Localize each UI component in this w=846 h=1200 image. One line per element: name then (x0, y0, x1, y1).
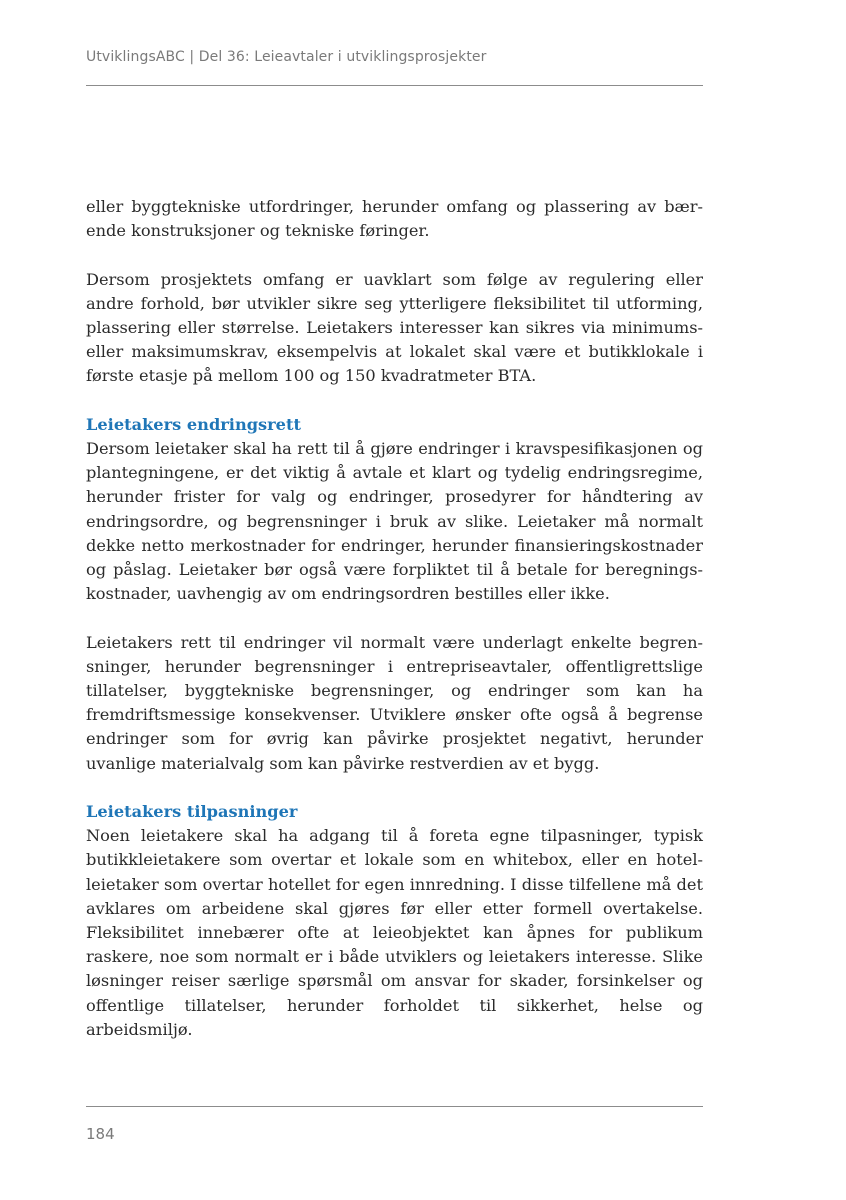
footer-rule (86, 1106, 703, 1107)
paragraph: Dersom leietaker skal ha rett til å gjøre endringer i kravspesifikasjonen og plantegningene, er det viktig å avtale et klart og tydelig endringsregime, herunder frister for valg og endringer, prosedyrer for håndtering av endringsordre, og begrensninger i bruk av slike. Leietaker må normalt dekke netto merkostnader for endringer, herunder finansieringskostnader og påslag. Leietaker bør også være forpliktet til å betale for beregningskostnader, uavhengig av om endringsordren bestilles eller ikke. (86, 439, 703, 604)
header-rule (86, 85, 703, 86)
paragraph: eller byggtekniske utfordringer, herunder omfang og plassering av bærende konstruksjoner og tekniske føringer. (86, 197, 703, 241)
section-heading: Leietakers tilpasninger (86, 802, 298, 822)
section-heading: Leietakers endringsrett (86, 414, 301, 434)
running-header: UtviklingsABC | Del 36: Leieavtaler i utviklingsprosjekter (86, 49, 487, 65)
paragraph: Dersom prosjektets omfang er uavklart som følge av regulering eller andre forhold, bør utvikler sikre seg ytterligere fleksibilitet til utforming, plassering eller størrelse. Leietakers interesser kan sikres via minimums- eller maksimumskrav, eksempelvis at lokalet skal være et butikklokale i første etasje på mellom 100 og 150 kvadratmeter BTA. (86, 269, 703, 386)
body-text (86, 195, 703, 1042)
page-number: 184 (86, 1125, 115, 1143)
paragraph: Leietakers rett til endringer vil normalt være underlagt enkelte begrensninger, herunder begrensninger i entrepriseavtaler, offentligrettslige tillatelser, byggtekniske begrensninger, og endringer som kan ha fremdriftsmessige konsekvenser. Utviklere ønsker ofte også å begrense endringer som for øvrig kan påvirke prosjektet negativt, herunder uvanlige materialvalg som kan påvirke restverdien av et bygg. (86, 632, 703, 773)
paragraph: Noen leietakere skal ha adgang til å foreta egne tilpasninger, typisk butikkleietakere som overtar et lokale som en whitebox, eller en hotelleietaker som overtar hotellet for egen innredning. I disse tilfellene må det avklares om arbeidene skal gjøres før eller etter formell overtakelse. Fleksibilitet innebærer ofte at leieobjektet kan åpnes for publikum raskere, noe som normalt er i både utviklers og leietakers interesse. Slike løsninger reiser særlige spørsmål om ansvar for skader, forsinkelser og offentlige tillatelser, herunder forholdet til sikkerhet, helse og arbeidsmiljø. (86, 826, 703, 1039)
